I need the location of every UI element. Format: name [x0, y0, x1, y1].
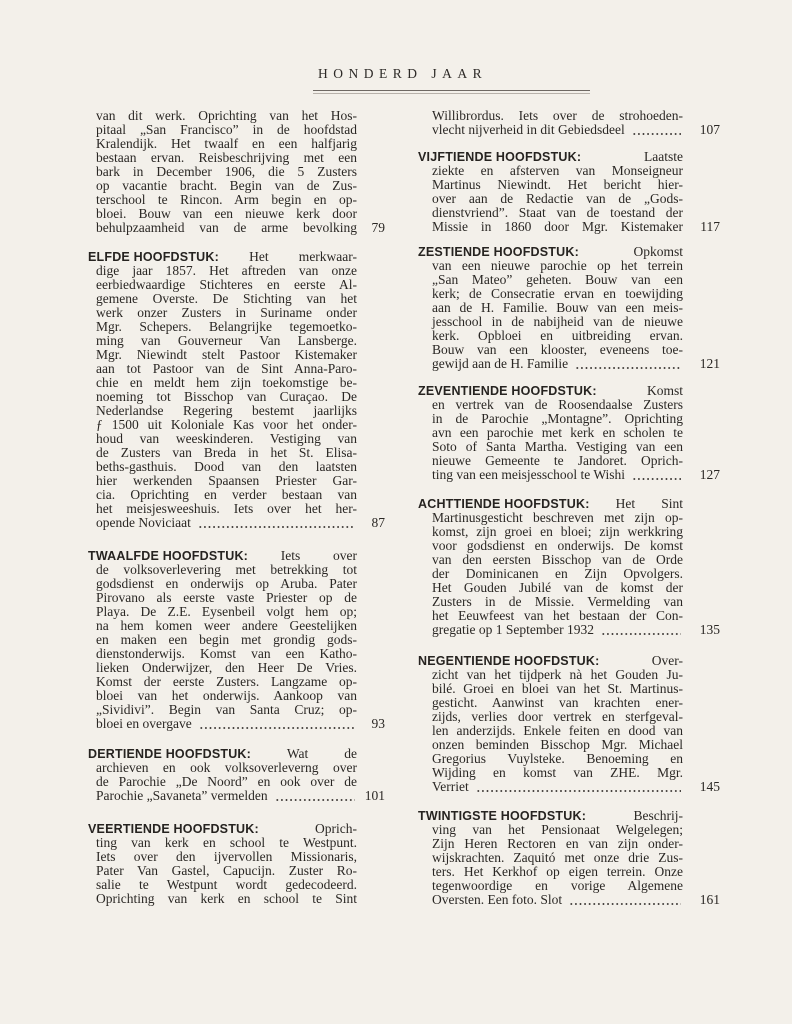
toc-line [418, 893, 683, 907]
dot-leader [601, 623, 681, 637]
toc-line: pitaal „San Francisco” in de hoofdstad [96, 123, 357, 137]
toc-line [418, 357, 683, 371]
toc-line: ving van het Pensionaat Welgelegen; [432, 823, 683, 837]
toc-line: over aan de Redactie van de „Gods- [432, 192, 683, 206]
toc-line: bark in December 1906, die 5 Zusters [96, 165, 357, 179]
toc-line [418, 780, 683, 794]
toc-entry-continued [418, 109, 720, 137]
toc-line: van den eersten Bisschop van de Orde [432, 553, 683, 567]
toc-line: Bouw van een klooster, eveneens toe- [432, 343, 683, 357]
toc-line [88, 516, 357, 530]
toc-line [418, 809, 683, 823]
toc-line-text: Komst [646, 384, 683, 398]
toc-line: Missie in 1860 door Mgr. Kistemaker [432, 220, 683, 234]
toc-entry-chapter-11 [88, 250, 385, 530]
toc-line: Mgr. Schepers. Belangrijke tegemoetko- [96, 320, 357, 334]
toc-line [418, 123, 683, 137]
toc-line: werk onzer Zusters in Suriname onder [96, 306, 357, 320]
toc-line: Martinusgesticht beschreven met zijn op- [432, 511, 683, 525]
toc-line: hier werkenden Spaansen Priester Gar- [96, 474, 357, 488]
toc-line: Nederlandse Regering bestemt jaarlijks [96, 404, 357, 418]
toc-line: Komst der eerste Zusters. Langzame op- [96, 675, 357, 689]
toc-line: Het Gouden Jubilé van de komst der [432, 581, 683, 595]
toc-line-text: gewijd aan de H. Familie [432, 357, 569, 371]
toc-line-text: bloei en overgave [96, 717, 192, 731]
header-rule [313, 90, 590, 91]
page-number: 117 [700, 219, 720, 234]
toc-line [418, 245, 683, 259]
toc-line: godsdienst en onderwijs op Aruba. Pater [96, 577, 357, 591]
toc-line [88, 789, 357, 803]
toc-entry-chapter-16 [418, 245, 720, 371]
toc-line [88, 822, 357, 836]
toc-line: Kralendijk. Het twaalf en een halfjarig [96, 137, 357, 151]
toc-entry-chapter-20 [418, 809, 720, 907]
chapter-heading: DERTIENDE HOOFDSTUK: [88, 747, 252, 761]
toc-line: in de Parochie „Montagne”. Oprichting [432, 412, 683, 426]
toc-line: behulpzaamheid van de arme bevolking [96, 221, 357, 235]
toc-line: Iets over den ijvervollen Missionaris, [96, 850, 357, 864]
toc-line: de Zusters van Breda in het St. Elisa- [96, 446, 357, 460]
dot-leader [575, 357, 681, 371]
page-number: 135 [699, 622, 720, 637]
toc-line: bilé. Groei en bloei van het St. Martinus- [432, 682, 683, 696]
toc-line-text: gregatie op 1 September 1932 [432, 623, 594, 637]
running-title: HONDERD JAAR [318, 66, 488, 81]
toc-line: de volksoverlevering met betrekking tot [96, 563, 357, 577]
toc-line [88, 250, 357, 264]
toc-entry-chapter-12 [88, 549, 385, 731]
toc-line: het meisjesweeshuis. Iets over het her- [96, 502, 357, 516]
chapter-heading: ACHTTIENDE HOOFDSTUK: [418, 497, 590, 511]
toc-line [88, 717, 357, 731]
toc-line [418, 654, 683, 668]
toc-line: „Sividivi”. Begin van Santa Cruz; op- [96, 703, 357, 717]
toc-line-text: Wat de [286, 747, 357, 761]
toc-line-text: Beschrij- [633, 809, 683, 823]
toc-line: voor godsdienst en onderwijs. De komst [432, 539, 683, 553]
chapter-heading: VEERTIENDE HOOFDSTUK: [88, 822, 259, 836]
toc-line-text: Oprich- [315, 822, 357, 836]
toc-line: bloei van het onderwijs. Aankoop van [96, 689, 357, 703]
toc-line: bestaan ervan. Reisbeschrijving met een [96, 151, 357, 165]
dot-leader [275, 789, 355, 803]
toc-line: avn een parochie met kerk en scholen te [432, 426, 683, 440]
toc-line: Soto of Santa Martha. Vestiging van een [432, 440, 683, 454]
toc-line: en vertrek van de Roosendaalse Zusters [432, 398, 683, 412]
toc-line-text: Oversten. Een foto. Slot [432, 893, 563, 907]
toc-line [418, 468, 683, 482]
header-rule-secondary [313, 93, 590, 94]
toc-line: gesticht. Aanwinst van krachten ener- [432, 696, 683, 710]
toc-line: „San Mateo” geheten. Bouw van een [432, 273, 683, 287]
toc-line: cia. Oprichting en verder bestaan van [96, 488, 357, 502]
toc-line: der Dominicanen en Zijn Opvolgers. [432, 567, 683, 581]
toc-line: de Parochie „De Noord” en ook over de [96, 775, 357, 789]
toc-line-text: ting van een meisjesschool te Wishi [432, 468, 626, 482]
page-number: 161 [699, 892, 720, 907]
toc-line [88, 747, 357, 761]
page-number: 121 [699, 356, 720, 371]
toc-line [418, 150, 683, 164]
toc-line: beths-gasthuis. Dood van den laatsten [96, 460, 357, 474]
toc-line: eerbiedwaardige Stichteres en eerste Al- [96, 278, 357, 292]
toc-line: wijskrachten. Zaquitó met onze drie Zus- [432, 851, 683, 865]
toc-entry-chapter-15 [418, 150, 720, 234]
toc-line: kerk; de Consecratie ervan en toewijding [432, 287, 683, 301]
toc-line: Martinus Niewindt. Het bericht hier- [432, 178, 683, 192]
toc-line: bloei. Bouw van een nieuwe kerk door [96, 207, 357, 221]
toc-line: komst, zijn groei en bloei; zijn werkkring [432, 525, 683, 539]
toc-line: Oprichting van kerk en school te Sint [96, 892, 357, 906]
toc-line-text: Iets over [280, 549, 357, 563]
toc-line: het Eeuwfeest van het bestaan der Con- [432, 609, 683, 623]
toc-line: len anderzijds. Enkele feiten en dood van [432, 724, 683, 738]
toc-line-text: Het Sint [615, 497, 683, 511]
page-number: 87 [371, 515, 385, 530]
toc-line: op vacantie bracht. Begin van de Zus- [96, 179, 357, 193]
page-number: 127 [699, 467, 720, 482]
dot-leader [632, 123, 681, 137]
dot-leader [199, 717, 355, 731]
toc-line: ming van Gouverneur Van Lansberge. [96, 334, 357, 348]
toc-line-text: Over- [651, 654, 683, 668]
dot-leader [198, 516, 355, 530]
chapter-heading: ZEVENTIENDE HOOFDSTUK: [418, 384, 597, 398]
toc-line: ters. Het Kerkhof op eigen terrein. Onze [432, 865, 683, 879]
chapter-heading: TWAALFDE HOOFDSTUK: [88, 549, 249, 563]
chapter-heading: TWINTIGSTE HOOFDSTUK: [418, 809, 587, 823]
toc-line: dige jaar 1857. Het aftreden van onze [96, 264, 357, 278]
toc-line: en maken een begin met grondig gods- [96, 633, 357, 647]
toc-entry-chapter-19 [418, 654, 720, 794]
toc-entry-chapter-13 [88, 747, 385, 803]
toc-line: van een nieuwe parochie op het terrein [432, 259, 683, 273]
toc-line [418, 384, 683, 398]
toc-line: tegenwoordige en vorige Algemene [432, 879, 683, 893]
toc-line: Pater Van Gastel, Capucijn. Zuster Ro- [96, 864, 357, 878]
dot-leader [632, 468, 681, 482]
toc-line: archieven en ook volksoverleverng over [96, 761, 357, 775]
toc-line: aan tot Pastoor van de Sint Anna-Paro- [96, 362, 357, 376]
toc-line: noeming tot Bisschop van Curaçao. De [96, 390, 357, 404]
dot-leader [476, 780, 681, 794]
toc-line: onzen beminden Bisschop Mgr. Michael [432, 738, 683, 752]
toc-line: Zusters in de Missie. Vermelding van [432, 595, 683, 609]
toc-entry-chapter-17 [418, 384, 720, 482]
toc-line: terschool te Rincon. Arm begin en op- [96, 193, 357, 207]
toc-line: aan de H. Familie. Bouw van een meis- [432, 301, 683, 315]
page-number: 93 [371, 716, 385, 731]
toc-line-text: Het merkwaar- [249, 250, 357, 264]
toc-entry-continued [88, 109, 385, 235]
toc-line: Pirovano als eerste vaste Priester op de [96, 591, 357, 605]
toc-line: Wijding en komst van ZHE. Mgr. [432, 766, 683, 780]
toc-line: kerk. Opbloei en uitbreiding ervan. [432, 329, 683, 343]
toc-line-text: Verriet [432, 780, 469, 794]
toc-line-text: Laatste [644, 150, 683, 164]
toc-line [418, 497, 683, 511]
toc-entry-chapter-18 [418, 497, 720, 637]
toc-line: dienstonderwijs. Komst van een Katho- [96, 647, 357, 661]
toc-line: zijds, verlies door vertrek en sterfgeval- [432, 710, 683, 724]
toc-line-text: opende Noviciaat [96, 516, 191, 530]
chapter-heading: ZESTIENDE HOOFDSTUK: [418, 245, 579, 259]
toc-line-text: vlecht nijverheid in dit Gebiedsdeel [432, 123, 625, 137]
toc-line [418, 623, 683, 637]
chapter-heading: VIJFTIENDE HOOFDSTUK: [418, 150, 582, 164]
toc-line: lieken Onderwijzer, den Heer De Vries. [96, 661, 357, 675]
page-number: 145 [699, 779, 720, 794]
page-number: 107 [699, 122, 720, 137]
toc-line: ting van kerk en school te Westpunt. [96, 836, 357, 850]
toc-line: chie en meldt hem zijn toekomstige be- [96, 376, 357, 390]
page-number: 79 [371, 220, 385, 235]
toc-line: Willibrordus. Iets over de strohoeden- [432, 109, 683, 123]
chapter-heading: ELFDE HOOFDSTUK: [88, 250, 219, 264]
toc-line: van dit werk. Oprichting van het Hos- [96, 109, 357, 123]
toc-line: Mgr. Niewindt stelt Pastoor Kistemaker [96, 348, 357, 362]
toc-line: gemene Overste. De Stichting van het [96, 292, 357, 306]
toc-line: zicht van het tijdperk nà het Gouden Ju- [432, 668, 683, 682]
chapter-heading: NEGENTIENDE HOOFDSTUK: [418, 654, 600, 668]
toc-line: Playa. De Z.E. Eysenbeil volgt hem op; [96, 605, 357, 619]
toc-line: na hem komen weer andere Geestelijken [96, 619, 357, 633]
toc-line: jesschool in de nabijheid van de nieuwe [432, 315, 683, 329]
toc-line: nieuwe Gemeente te Jandoret. Oprich- [432, 454, 683, 468]
toc-line [88, 549, 357, 563]
toc-line: Gregorius Vuylsteke. Benoeming en [432, 752, 683, 766]
toc-line: salie te Westpunt wordt gedecodeerd. [96, 878, 357, 892]
toc-line-text: Parochie „Savaneta” vermelden [96, 789, 268, 803]
toc-line: dienstvriend”. Staat van de toestand der [432, 206, 683, 220]
page-number: 101 [364, 788, 385, 803]
toc-line: ƒ 1500 uit Koloniale Kas voor het onder- [96, 418, 357, 432]
toc-line: ziekte en afsterven van Monseigneur [432, 164, 683, 178]
toc-line-text: Opkomst [633, 245, 683, 259]
dot-leader [569, 893, 681, 907]
toc-line: Zijn Heren Rectoren en van zijn onder- [432, 837, 683, 851]
toc-entry-chapter-14 [88, 822, 385, 906]
toc-line: houd van weeskinderen. Vestiging van [96, 432, 357, 446]
